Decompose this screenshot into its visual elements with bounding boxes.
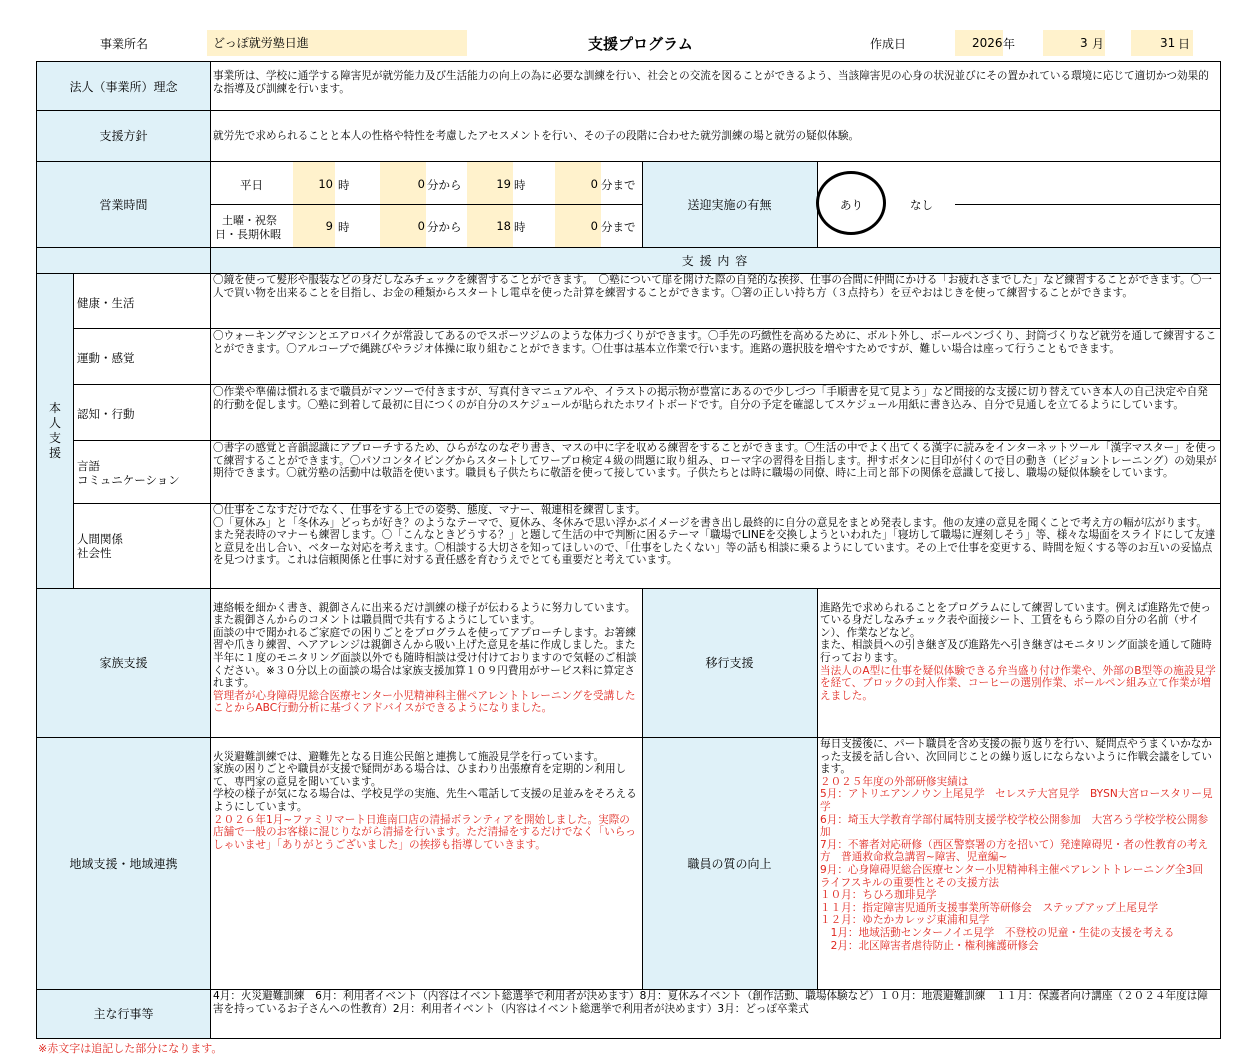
weekday-hour-unit-1: 時 <box>338 178 350 192</box>
transition-body: 進路先で求められることをプログラムにして練習しています。例えば進路先で使っている身だしなみチェック表や面接シート、工賃をもらう際の自分の名前（サイン）、作業などなど。 また、相談員への引き継ぎ及び進路先へ引き継ぎはモニタリング面談を通して随時行っております。 <box>820 601 1212 664</box>
policy-label-text: 支援方針 <box>99 129 148 143</box>
transport-yes: あり <box>840 198 863 212</box>
weekday-from-unit: 分から <box>427 178 462 192</box>
grid-h-5 <box>36 273 1221 274</box>
self-row-4-label-1: 言語 <box>77 459 100 473</box>
weekday-label: 平日 <box>240 178 263 192</box>
self-row-4-body: 〇書字の感覚と音韻認識にアプローチするため、ひらがなのなぞり書き、マスの中に字を収める練習をすることができます。〇生活の中でよく出てくる漢字に読みをインターネットツール「漢字マスター」を使って練習することができます。〇パソコンタイピングからスタートしてワープロ検定４級の問題に取り組み、ローマ字の習得を目指します。押すボタンに目印が付くので目の動き（ビジョントレーニング）の効果が期待できます。〇就労塾の活動中は敬語を使います。職員も子供たちに敬語を使って接しています。子供たちとは時に職場の同僚、時に上司と部下の関係を意識して接し、職場の疑似体験をしています。 <box>213 442 1217 480</box>
grid-h-1 <box>36 110 1221 111</box>
self-row-4-label-2: コミュニケーション <box>77 473 180 487</box>
holiday-from-unit: 分から <box>427 220 462 234</box>
holiday-label-1: 土曜・祝祭 <box>222 214 277 227</box>
community-body-red: ２０２６年1月~ファミリマート日進南口店の清掃ボランティアを開始しました。実際の店舗で一般のお客様に混じりながら清掃を行います。ただ清掃をするだけでなく「いらっしゃいませ」「ありがとうございました」の挨拶も指導していきます。 <box>213 813 636 851</box>
self-row-5-label-1: 人間関係 <box>77 532 123 546</box>
family-body-red: 管理者が心身障碍児総合医療センター小児精神科主催ペアレントトレーニングを受講したことからABC行動分析に基づくアドバイスができるようになりました。 <box>213 689 636 715</box>
grid-h-2 <box>36 161 1221 162</box>
weekday-start-hour: 10 <box>318 177 333 191</box>
grid-h-11 <box>36 737 1221 738</box>
footnote: ※赤文字は追記した部分になります。 <box>38 1042 223 1055</box>
transition-label-text: 移行支援 <box>705 656 754 670</box>
self-support-char-3: 支 <box>48 430 61 445</box>
quality-line-3: 6月：埼玉大学教育学部付属特別支援学校学校公開参加 大宮ろう学校学校公開参加 <box>820 813 1209 839</box>
month-value: 3 <box>1080 36 1088 50</box>
holiday-start-minute: 0 <box>417 219 425 233</box>
philosophy-text-body: 事業所は、学校に通学する障害児が就労能力及び生活能力の向上の為に必要な訓練を行い、社会との交流を図ることができるよう、当該障害児の心身の状況並びにその置かれている環境に応じて適切かつ効果的な指導及び訓練を行います。 <box>213 70 1209 95</box>
events-body: 4月：火災避難訓練 6月：利用者イベント（内容はイベント総選挙で利用者が決めます）8月：夏休みイベント（創作活動、職場体験など）１０月：地震避難訓練 １１月：保護者向け講座（２０２４年度は障害を持っているお子さんへの性教育）2月：利用者イベント（内容はイベント総選挙で利用者が決めます）3月：どっぽ卒業式 <box>213 990 1208 1015</box>
holiday-end-hour: 18 <box>496 219 511 233</box>
grid-v-5 <box>642 588 643 989</box>
self-row-5-label-2: 社会性 <box>77 546 112 560</box>
support-header-text: 支 援 内 容 <box>681 253 749 268</box>
philosophy-label-text: 法人（事業所）理念 <box>69 79 178 94</box>
family-label-text: 家族支援 <box>99 656 148 670</box>
month-unit: 月 <box>1092 37 1105 51</box>
grid-h-7 <box>73 384 1221 385</box>
transition-body-red: 当法人のA型に仕事を疑似体験できる弁当盛り付け作業や、外部のB型等の施設見学を経て、ブロックの封入作業、コーヒーの選別作業、ボールペン組み立て作業が増えました。 <box>820 664 1216 702</box>
page-title: 支援プログラム <box>588 35 693 53</box>
year-unit: 年 <box>1003 37 1016 51</box>
grid-v-2 <box>642 161 643 247</box>
quality-line-5: 9月：心身障碍児総合医療センター小児精神科主催ペアレントトレーニング全3回 ライフスキルの重要性とその支援方法 <box>820 863 1214 889</box>
grid-h-9 <box>73 503 1221 504</box>
quality-line-8: １２月：ゆたかカレッジ東浦和見学 <box>820 914 990 927</box>
weekday-hour-unit-2: 時 <box>514 178 526 192</box>
community-body: 火災避難訓練では、避難先となる日進公民館と連携して施設見学を行っています。 家族の困りごとや職員が支援で疑問がある場合は、ひまわり出張療育を定期的ン利用して、専門家の意見を聞いています。 学校の様子が気になる場合は、学校見学の実施、先生へ電話して支援の足並みをそろえるようにしています。 <box>213 750 637 813</box>
weekday-start-minute: 0 <box>417 177 425 191</box>
office-label: 事業所名 <box>100 37 149 51</box>
grid-h-10 <box>36 588 1221 589</box>
weekday-until-unit: 分まで <box>601 178 636 192</box>
table-border <box>36 61 1221 1039</box>
hours-label-text: 営業時間 <box>99 197 148 212</box>
self-row-1-body: 〇鏡を使って髪形や服装などの身だしなみチェックを練習することができます。 〇塾について扉を開けた際の自発的な挨拶、仕事の合間に仲間にかける「お疲れさまでした」など練習することができます。〇一人で買い物を出来ることを目指し、お金の種類からスタートし電卓を使った計算を練習することができます。〇箸の正しい持ち方（３点持ち）を豆やおはじきを使って練習することができます。 <box>213 274 1212 299</box>
policy-text-body: 就労先で求められることと本人の性格や特性を考慮したアセスメントを行い、その子の段階に合わせた就労訓練の場と就労の疑似体験。 <box>213 130 860 142</box>
grid-v-3 <box>817 161 818 247</box>
quality-line-2: 5月：アトリエアンノウン上尾見学 セレステ大宮見学 BYSN大宮ロースタリー見学 <box>820 788 1213 813</box>
day-unit: 日 <box>1178 37 1191 51</box>
grid-v-6 <box>817 588 818 989</box>
quality-line-6: １０月：ちひろ珈琲見学 <box>820 889 937 902</box>
holiday-hour-unit-2: 時 <box>514 220 526 234</box>
grid-h-12 <box>36 989 1221 990</box>
holiday-label-2: 日・長期休暇 <box>215 228 281 241</box>
family-body: 連絡帳を細かく書き、親御さんに出来るだけ訓練の様子が伝わるように努力しています。また親御さんからのコメントは職員間で共有するようにしています。 面談の中で聞かれるご家庭での困りごとをプログラムを使ってアプローチします。お箸練習や爪きり練習、ヘアアレンジは親御さんから吸い上げた意見を基に作成しました。また半年に１度のモニタリング面談以外でも随時相談は受け付けておりますので気軽のご相談ください。※３０分以上の面談の場合は家族支援加算１０９円費用がサービス料に算定されます。 <box>213 601 637 690</box>
self-row-5-text-1: 〇仕事をこなすだけでなく、仕事をする上での姿勢、態度、マナー、報連相を練習します。 <box>213 504 646 516</box>
self-row-2-label: 運動・感覚 <box>77 351 135 365</box>
year-value: 2026 <box>972 36 1003 50</box>
community-label-text: 地域支援・地域連携 <box>69 856 178 871</box>
created-label: 作成日 <box>870 37 907 51</box>
self-row-3-body: 〇作業や準備は慣れるまで職員がマンツーで付きますが、写真付きマニュアルや、イラストの掲示物が豊富にあるので少しづつ「手順書を見て見よう」など間接的な支援に切り替えていき本人の自己決定や自発的行動を促します。〇塾に到着して最初に目につくのが自分のスケジュールが貼られたホワイトボードです。自分の予定を確認してスケジュール用紙に書き込み、自分で見通しを立てるようにしています。 <box>213 386 1208 411</box>
grid-v-1 <box>210 61 211 1039</box>
holiday-until-unit: 分まで <box>601 220 636 234</box>
self-row-3-label: 認知・行動 <box>77 407 135 421</box>
quality-label-text: 職員の質の向上 <box>687 856 772 871</box>
grid-h-3 <box>210 204 642 205</box>
grid-h-4 <box>36 247 1221 248</box>
office-name-text: どっぽ就労塾日進 <box>213 36 309 50</box>
quality-line-4: 7月：不審者対応研修（西区警察署の方を招いて）発達障碍児・者の性教育の考え方 普通救命救急講習~障害、児童編~ <box>820 838 1209 864</box>
weekday-end-hour: 19 <box>496 177 511 191</box>
quality-line-1: ２０２５年度の外部研修実績は <box>820 775 969 788</box>
office-name <box>207 30 467 56</box>
grid-h-6 <box>73 328 1221 329</box>
weekday-end-minute: 0 <box>590 177 598 191</box>
quality-line-9: 1月：地域活動センターノイエ見学 不登校の児童・生徒の支援を考える <box>820 926 1175 939</box>
events-label-text: 主な行事等 <box>93 1007 154 1021</box>
grid-v-4 <box>73 273 74 588</box>
transport-no: なし <box>910 198 933 212</box>
self-support-char-2: 人 <box>48 415 61 430</box>
self-support-char-4: 援 <box>48 445 61 460</box>
day-value: 31 <box>1160 36 1176 50</box>
holiday-start-hour: 9 <box>325 219 333 233</box>
self-row-2-body: 〇ウォーキングマシンとエアロバイクが常設してあるのでスポーツジムのような体力づくりができます。〇手先の巧緻性を高めるために、ボルト外し、ボールペンづくり、封筒づくりなど就労を通して練習することができます。〇アルコープで縄跳びやラジオ体操に取り組むことができます。〇仕事は基本立作業で行います。進路の選択肢を増やすためですが、難しい場合は座って行うこともできます。 <box>213 330 1217 355</box>
quality-body: 毎日支援後に、パート職員を含め支援の振り返りを行い、疑問点やうまくいかなかった支援を話し合い、次回同じことの繰り返しにならないように作戦会議をしています。 <box>820 738 1212 776</box>
holiday-hour-unit-1: 時 <box>338 220 350 234</box>
grid-h-8 <box>73 440 1221 441</box>
transport-label-text: 送迎実施の有無 <box>687 197 772 212</box>
holiday-end-minute: 0 <box>590 219 598 233</box>
self-support-char-1: 本 <box>48 400 61 415</box>
quality-line-7: １１月：指定障害児通所支援事業所等研修会 ステップアップ上尾見学 <box>820 901 1159 914</box>
quality-line-10: 2月：北区障害者虐待防止・権利擁護研修会 <box>820 939 1039 952</box>
self-row-5-text-2: 〇「夏休み」と「冬休み」どっちが好き？のようなテーマで、夏休み、冬休みで思い浮かぶイメージを書き出し最終的に自分の意見をまとめ発表します。他の友達の意見を聞くことで考え方の幅が広がります。また発表時のマナーも練習します。〇「こんなときどうする？」と題して生活の中で判断に困るテーマ「職場でLINEを交換しようといわれた」「寝坊して職場に遅刻しそう」等、様々な場面をスライドにして友達と意見を出し合い、ベターな対応を考えます。〇相談する大切さを知ってほしいので、「仕事をしたくない」等の話も相談に乗るようにしています。その上で仕事を変更する、時間を短くする等のお互いの妥協点を見つけます。これは信頼関係と仕事に対する責任感を育むうえでとても重要だと考えています。 <box>213 516 1216 567</box>
self-row-1-label: 健康・生活 <box>77 296 135 310</box>
